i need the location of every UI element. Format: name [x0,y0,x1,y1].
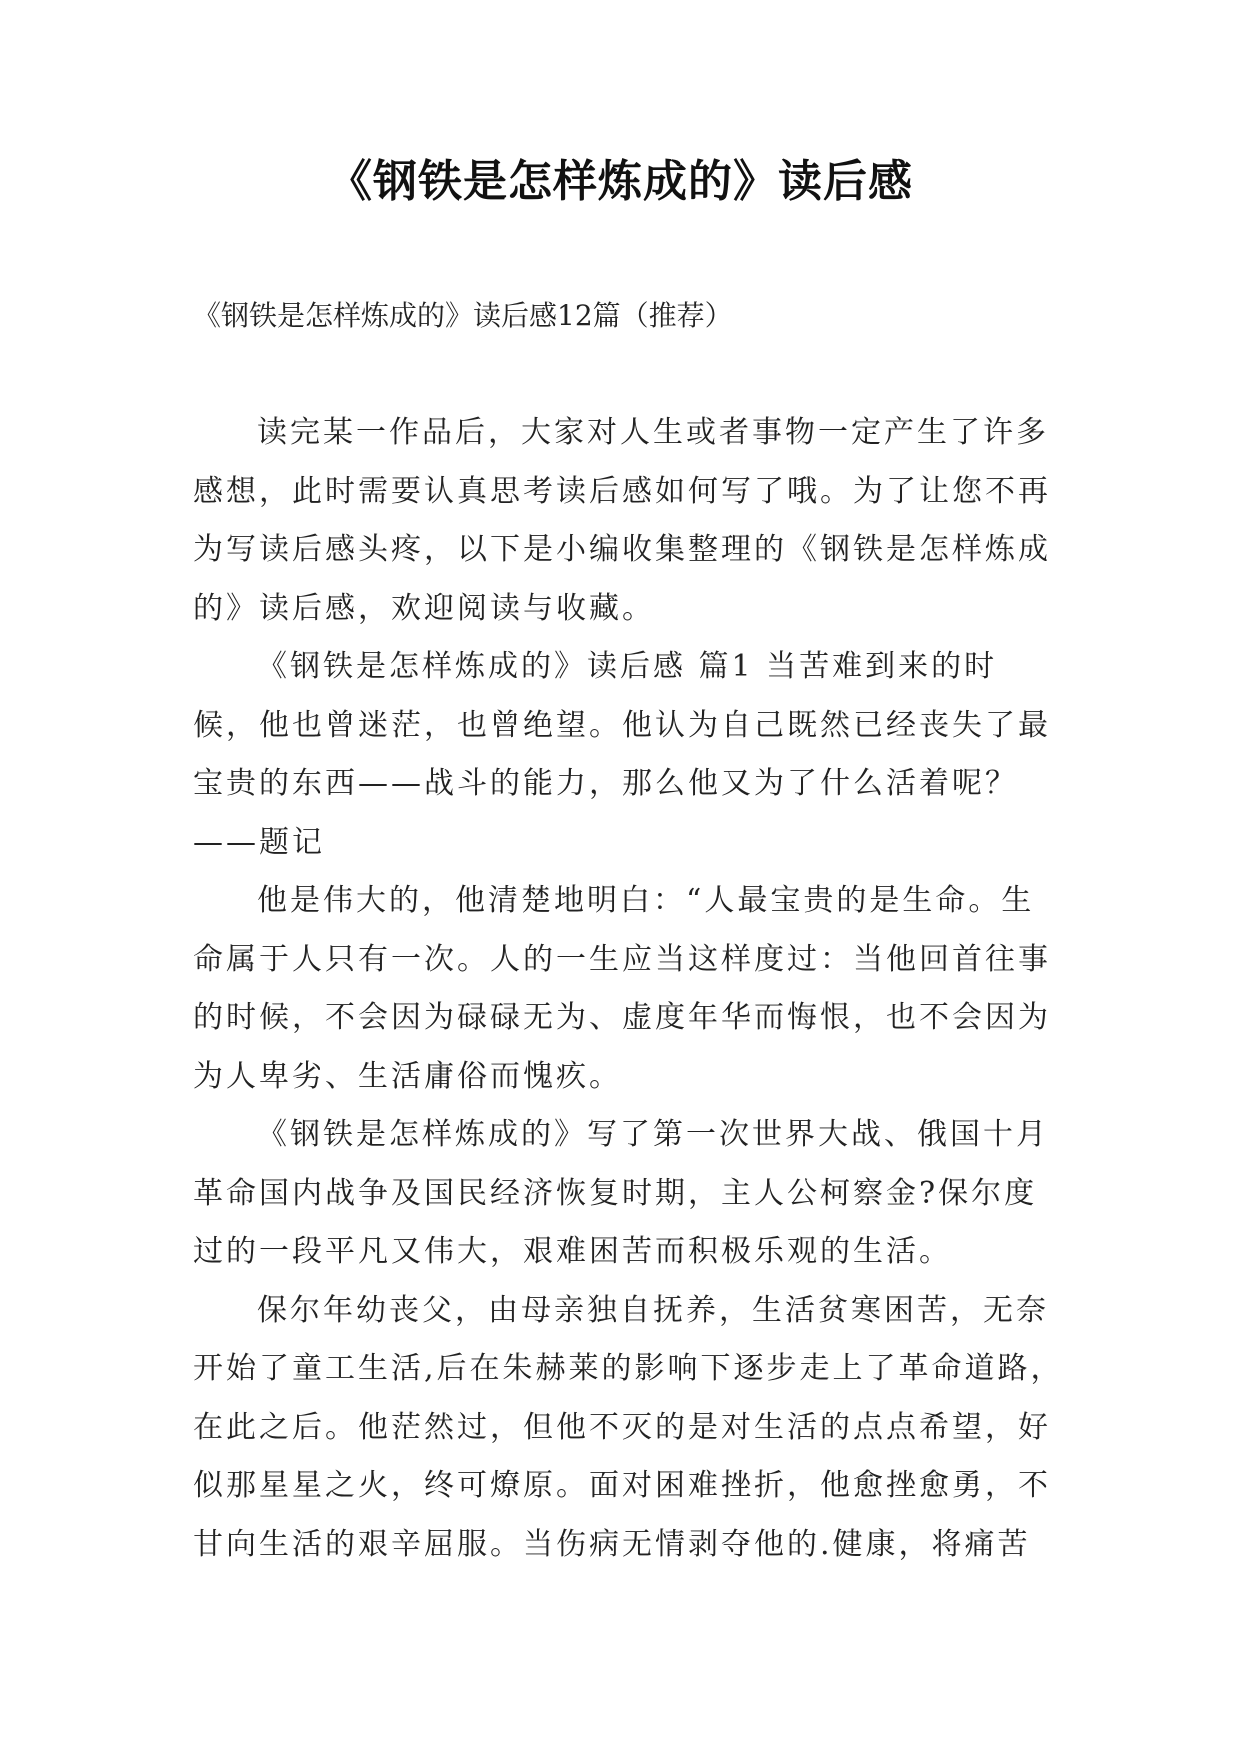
body-line: 甘向生活的艰辛屈服。当伤病无情剥夺他的.健康，将痛苦 [193,1526,1031,1562]
document-subtitle: 《钢铁是怎样炼成的》读后感12篇（推荐） [193,299,733,332]
body-line: 为人卑劣、生活庸俗而愧疚。 [193,1058,622,1094]
body-line: 命属于人只有一次。人的一生应当这样度过：当他回首往事 [193,941,1051,977]
body-line: 开始了童工生活,后在朱赫莱的影响下逐步走上了革命道路， [193,1351,1064,1386]
body-line: 读完某一作品后，大家对人生或者事物一定产生了许多 [257,415,1049,450]
document-title: 《钢铁是怎样炼成的》读后感 [328,156,913,207]
body-line: 的时候，不会因为碌碌无为、虚度年华而悔恨，也不会因为 [193,1000,1051,1035]
body-line: 候，他也曾迷茫，也曾绝望。他认为自己既然已经丧失了最 [193,707,1051,743]
body-line: 《钢铁是怎样炼成的》读后感 篇1 当苦难到来的时 [257,649,998,684]
body-line: 他是伟大的，他清楚地明白：“人最宝贵的是生命。生 [257,883,1035,918]
body-line: 似那星星之火，终可燎原。面对困难挫折，他愈挫愈勇，不 [193,1468,1051,1503]
body-line: 宝贵的东西——战斗的能力，那么他又为了什么活着呢？ [193,766,1018,801]
body-line: ——题记 [193,824,325,860]
body-line: 为写读后感头疼，以下是小编收集整理的《钢铁是怎样炼成 [193,532,1051,567]
body-line: 保尔年幼丧父，由母亲独自抚养，生活贫寒困苦，无奈 [257,1292,1049,1328]
body-line: 过的一段平凡又伟大，艰难困苦而积极乐观的生活。 [193,1234,952,1269]
body-line: 在此之后。他茫然过，但他不灭的是对生活的点点希望，好 [193,1409,1051,1445]
body-line: 感想，此时需要认真思考读后感如何写了哦。为了让您不再 [193,473,1051,509]
body-line: 革命国内战争及国民经济恢复时期，主人公柯察金?保尔度 [193,1175,1038,1211]
body-line: 《钢铁是怎样炼成的》写了第一次世界大战、俄国十月 [257,1117,1049,1152]
document-body [193,404,1064,1574]
body-line: 的》读后感，欢迎阅读与收藏。 [193,590,655,626]
